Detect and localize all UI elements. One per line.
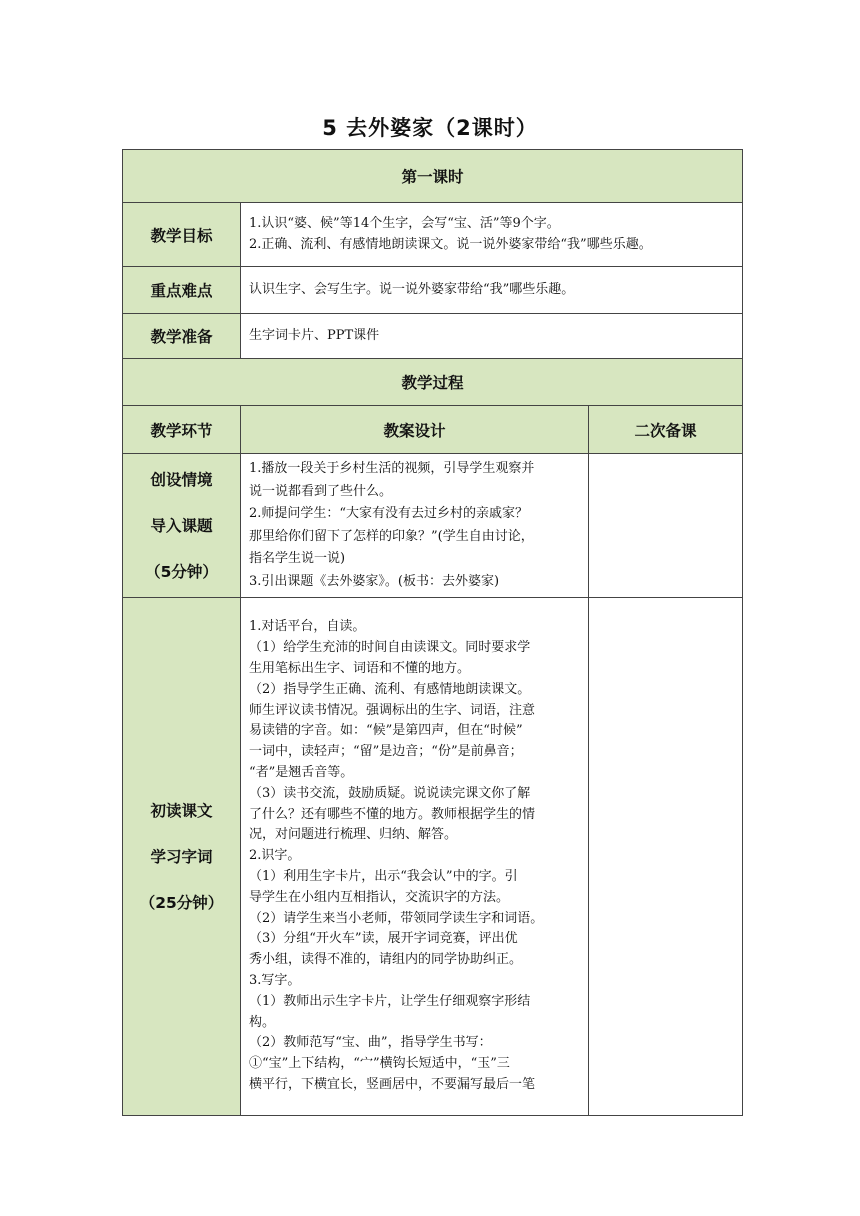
content-line: 生用笔标出生字、词语和不懂的地方。 [249,660,471,676]
section-label [123,454,241,598]
section-notes [589,454,743,598]
content-line: 1.对话平台，自读。 [249,619,366,635]
section-label-line: （25分钟） [139,894,224,913]
content-line: 3.写字。 [249,972,301,988]
process-header-row [123,359,743,406]
content-line: 了什么？还有哪些不懂的地方。教师根据学生的情 [249,806,536,822]
column-header-row [123,406,743,454]
content-line: 说一说都看到了些什么。 [249,483,393,499]
content-line: 指名学生说一说) [249,551,346,567]
section-label [123,597,241,1115]
objective-line: 2.正确、流利、有感情地朗读课文。说一说外婆家带给“我”哪些乐趣。 [249,237,652,252]
content-line: 那里给你们留下了怎样的印象？”(学生自由讨论， [249,528,534,544]
section-row [123,597,743,1115]
objectives-row [123,203,743,267]
content-line: （1）利用生字卡片，出示“我会认”中的字。引 [249,868,518,884]
lesson-plan-table [122,149,743,1116]
content-line: （2）请学生来当小老师，带领同学读生字和词语。 [249,910,544,926]
section-label-line: 导入课题 [150,517,213,536]
content-line: （3）分组“开火车”读，展开字词竞赛，评出优 [249,931,518,947]
section-label-line: 创设情境 [150,471,213,490]
objective-line: 1.认识“婆、候”等14个生字，会写“宝、活”等9个字。 [249,216,560,232]
lesson-header-row [123,150,743,203]
content-line: （1）给学生充沛的时间自由读课文。同时要求学 [249,640,531,656]
preparation-content: 生字词卡片、PPT课件 [241,314,743,359]
column-header-stage: 教学环节 [123,406,241,454]
content-line: 师生评议读书情况。强调标出的生字、词语，注意 [249,702,536,718]
content-line: （2）教师范写“宝、曲”，指导学生书写： [249,1035,492,1051]
preparation-row [123,314,743,359]
section-label-line: 学习字词 [150,848,213,867]
section-notes [589,597,743,1115]
content-line: 易读错的字音。如：“候”是第四声，但在“时候” [249,723,523,739]
content-line: 3.引出课题《去外婆家》。(板书：去外婆家) [249,573,500,589]
section-label-line: （5分钟） [145,563,218,582]
content-line: 1.播放一段关于乡村生活的视频，引导学生观察并 [249,461,535,476]
section-content [241,597,589,1115]
section-row [123,454,743,598]
content-line: 2.师提问学生：“大家有没有去过乡村的亲戚家？ [249,506,529,522]
objectives-content [241,203,743,267]
content-line: 2.识字。 [249,848,301,864]
content-line: 况，对问题进行梳理、归纳、解答。 [249,827,458,843]
content-line: 横平行，下横宜长，竖画居中，不要漏写最后一笔 [249,1076,536,1092]
section-label-line: 初读课文 [150,802,213,821]
content-line: 构。 [249,1014,276,1030]
page-title: 5 去外婆家（2课时） [322,116,538,140]
content-line: （3）读书交流，鼓励质疑。说说读完课文你了解 [249,785,531,801]
content-line: 秀小组，读得不准的，请组内的同学协助纠正。 [249,952,523,968]
key-points-content: 认识生字、会写生字。说一说外婆家带给“我”哪些乐趣。 [241,267,743,314]
content-line: （1）教师出示生字卡片，让学生仔细观察字形结 [249,993,531,1009]
content-line: 一词中，读轻声；“留”是边音；“份”是前鼻音； [249,744,523,760]
key-points-label: 重点难点 [123,267,241,314]
content-line: “者”是翘舌音等。 [249,764,354,780]
content-line: （2）指导学生正确、流利、有感情地朗读课文。 [249,681,531,697]
column-header-notes: 二次备课 [589,406,743,454]
content-line: ①“宝”上下结构，“宀”横钩长短适中，“玉”三 [249,1056,510,1072]
section-content [241,454,589,598]
lesson-header: 第一课时 [123,150,743,203]
key-points-row [123,267,743,314]
content-line: 导学生在小组内互相指认，交流识字的方法。 [249,889,510,905]
column-header-design: 教案设计 [241,406,589,454]
objectives-label: 教学目标 [123,203,241,267]
process-header: 教学过程 [123,359,743,406]
preparation-label: 教学准备 [123,314,241,359]
